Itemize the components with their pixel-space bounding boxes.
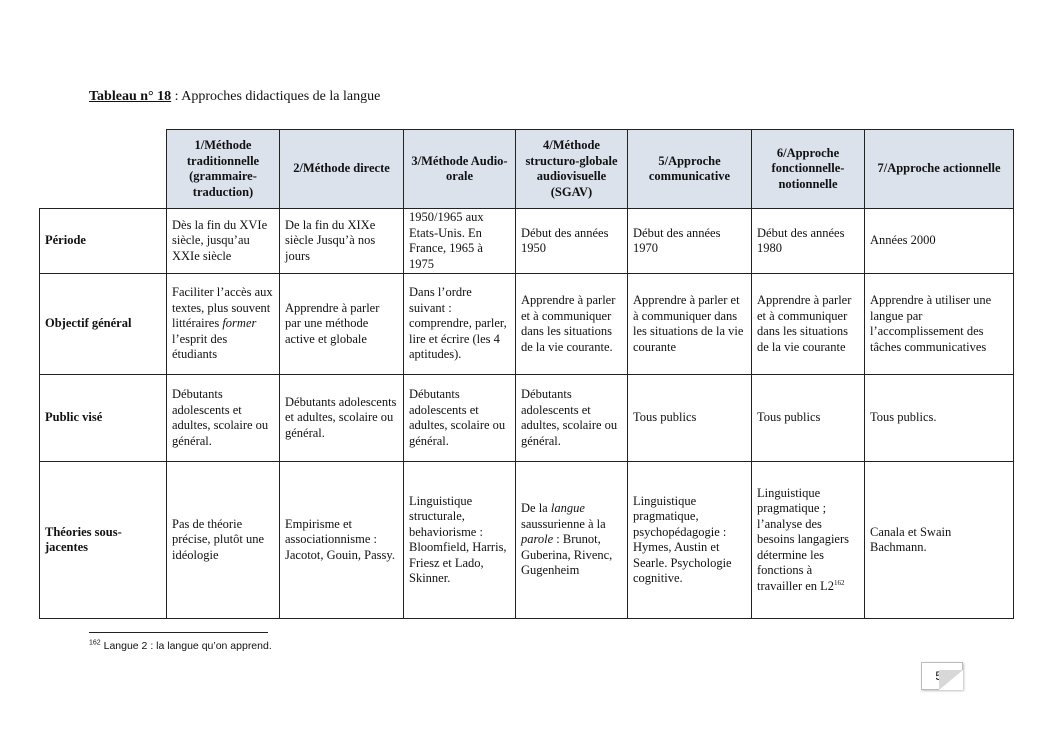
page-curl-icon — [939, 670, 963, 690]
table-cell: Empirisme et associationnisme : Jacotot, Gouin, Passy. — [280, 462, 404, 619]
table-cell: Dès la fin du XVIe siècle, jusqu’au XXIe siècle — [167, 209, 280, 274]
table-cell: Apprendre à parler et à communiquer dans les situations de la vie courante — [752, 274, 865, 375]
header-cell: 7/Approche actionnelle — [865, 130, 1014, 209]
table-cell: Apprendre à parler et à communiquer dans les situations de la vie courante — [628, 274, 752, 375]
cell-emphasis: parole — [521, 532, 554, 547]
table-cell — [516, 462, 628, 619]
cell-text: De la — [521, 501, 551, 516]
page-number-text: 56 — [935, 669, 949, 683]
footnote-text: Langue 2 : la langue qu’on apprend. — [100, 640, 272, 652]
table-cell: Linguistique pragmatique, psychopédagogie : Hymes, Austin et Searle. Psychologie cognitive. — [628, 462, 752, 619]
row-header: Période — [40, 209, 167, 274]
table-cell: Début des années 1950 — [516, 209, 628, 274]
table-cell: Années 2000 — [865, 209, 1014, 274]
table-row — [40, 274, 1014, 375]
table-cell: Apprendre à parler et à communiquer dans les situations de la vie courante. — [516, 274, 628, 375]
table-row — [40, 462, 1014, 619]
header-cell: 3/Méthode Audio-orale — [404, 130, 516, 209]
footnote-separator — [89, 632, 268, 633]
cell-emphasis: former — [222, 316, 257, 331]
table-cell: Débutants adolescents et adultes, scolaire ou général. — [280, 375, 404, 462]
caption-text: : Approches didactiques de la langue — [171, 89, 381, 104]
table-cell: Tous publics — [628, 375, 752, 462]
table-cell: Linguistique structurale, behaviorisme : Bloomfield, Harris, Friesz et Lado, Skinner. — [404, 462, 516, 619]
table-cell: Début des années 1980 — [752, 209, 865, 274]
table-cell: Pas de théorie précise, plutôt une idéologie — [167, 462, 280, 619]
cell-text: l’esprit des étudiants — [172, 331, 228, 362]
cell-emphasis: langue — [550, 501, 585, 516]
table-cell: Débutants adolescents et adultes, scolaire ou général. — [167, 375, 280, 462]
row-header: Public visé — [40, 375, 167, 462]
header-corner — [40, 130, 167, 209]
table-cell: 1950/1965 aux Etats-Unis. En France, 1965 à 1975 — [404, 209, 516, 274]
cell-text: : Brunot, Guberina, Rivenc, Gugenheim — [521, 532, 613, 578]
table-cell — [167, 274, 280, 375]
header-cell: 1/Méthode traditionnelle (grammaire-traduction) — [167, 130, 280, 209]
table-cell: De la fin du XIXe siècle Jusqu’à nos jours — [280, 209, 404, 274]
header-row — [40, 130, 1014, 209]
table-cell: Tous publics. — [865, 375, 1014, 462]
table-cell: Débutants adolescents et adultes, scolaire ou général. — [404, 375, 516, 462]
footnote-ref: 162 — [834, 578, 845, 587]
didactic-approaches-table — [39, 129, 1014, 619]
table-caption — [89, 89, 380, 105]
header-cell: 2/Méthode directe — [280, 130, 404, 209]
table-cell: Début des années 1970 — [628, 209, 752, 274]
footnote-number: 162 — [89, 639, 101, 647]
table-cell: Canala et Swain Bachmann. — [865, 462, 1014, 619]
table-cell: Apprendre à parler par une méthode active et globale — [280, 274, 404, 375]
table-row — [40, 375, 1014, 462]
header-cell: 6/Approche fonctionnelle-notionnelle — [752, 130, 865, 209]
table-row — [40, 209, 1014, 274]
page-number — [921, 662, 963, 690]
header-cell: 4/Méthode structuro-globale audiovisuelle (SGAV) — [516, 130, 628, 209]
table-cell: Dans l’ordre suivant : comprendre, parler, lire et écrire (les 4 aptitudes). — [404, 274, 516, 375]
row-header: Théories sous-jacentes — [40, 462, 167, 619]
table-cell — [752, 462, 865, 619]
cell-text: Linguistique pragmatique ; l’analyse des besoins langagiers détermine les fonctions à travailler en L2 — [757, 485, 849, 593]
cell-text: saussurienne à la — [521, 516, 606, 531]
header-cell: 5/Approche communicative — [628, 130, 752, 209]
table-cell: Débutants adolescents et adultes, scolaire ou général. — [516, 375, 628, 462]
table-cell: Apprendre à utiliser une langue par l’accomplissement des tâches communicatives — [865, 274, 1014, 375]
row-header: Objectif général — [40, 274, 167, 375]
footnote — [89, 640, 272, 652]
caption-label: Tableau n° 18 — [89, 89, 172, 104]
cell-text: Faciliter l’accès aux textes, plus souvent littéraires — [172, 285, 273, 331]
table-cell: Tous publics — [752, 375, 865, 462]
